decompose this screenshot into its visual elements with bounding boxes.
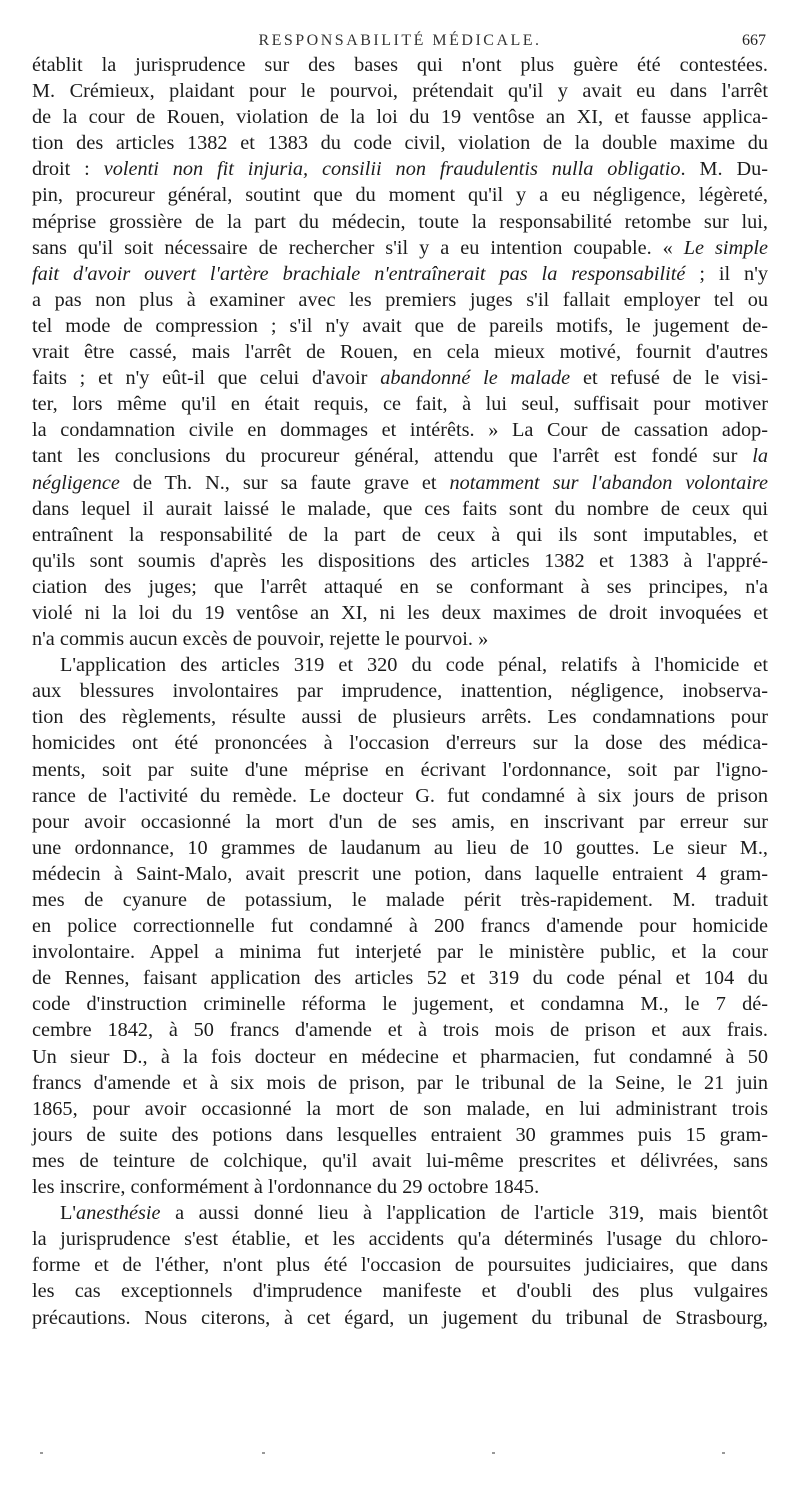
text-line: Un sieur D., à la fois docteur en médecine et pharmacien, fut condamné à 50: [32, 1045, 768, 1068]
running-head: [32, 0, 768, 52]
text-line: cembre 1842, à 50 francs d'amende et à trois mois de prison et aux frais.: [32, 1019, 768, 1042]
text-line: ter, lors même qu'il en était requis, ce fait, à lui seul, suffisait pour motiver: [32, 393, 768, 416]
text-line: médecin à Saint-Malo, avait prescrit une potion, dans laquelle entraient 4 gram-: [32, 862, 768, 885]
text-line: établit la jurisprudence sur des bases qui n'ont plus guère été contestées.: [32, 54, 768, 76]
text-line: 1865, pour avoir occasionné la mort de son malade, en lui administrant trois: [32, 1097, 768, 1120]
text-line: de Rennes, faisant application des articles 52 et 319 du code pénal et 104 du: [32, 967, 768, 990]
page-number: 667: [742, 32, 766, 49]
footer-dot: [722, 1452, 725, 1454]
text-line: fait d'avoir ouvert l'artère brachiale n'entraînerait pas la responsabilité ; il n'y: [32, 262, 768, 285]
text-line: faits ; et n'y eût-il que celui d'avoir abandonné le malade et refusé de le visi-: [32, 367, 769, 390]
text-line: tant les conclusions du procureur général, attendu que l'arrêt est fondé sur la: [32, 445, 768, 468]
text-line: droit : volenti non fit injuria, consilii non fraudulentis nulla obligatio. M. Du-: [32, 158, 768, 181]
text-line: L'application des articles 319 et 320 du code pénal, relatifs à l'homicide et: [60, 654, 768, 677]
text-line: pour avoir occasionné la mort d'un de ses amis, en inscrivant par erreur sur: [32, 810, 768, 833]
body-text: [32, 52, 768, 1331]
text-line: la jurisprudence s'est établie, et les accidents qu'a déterminés l'usage du chloro-: [32, 1228, 768, 1251]
text-line: ciation des juges; que l'arrêt attaqué en se conformant à ses principes, n'a: [32, 575, 768, 598]
text-line: mes de teinture de colchique, qu'il avait lui-même prescrites et délivrées, sans: [32, 1149, 768, 1172]
footer-dot: [262, 1452, 265, 1454]
text-line: francs d'amende et à six mois de prison, par le tribunal de la Seine, le 21 juin: [32, 1071, 768, 1094]
text-line: a pas non plus à examiner avec les premiers juges s'il fallait employer tel ou: [32, 288, 768, 311]
text-line: tion des règlements, résulte aussi de plusieurs arrêts. Les condamnations pour: [32, 706, 768, 729]
text-line: n'a commis aucun excès de pouvoir, rejette le pourvoi. »: [32, 628, 489, 651]
text-line: L'anesthésie a aussi donné lieu à l'application de l'article 319, mais bientôt: [60, 1202, 768, 1225]
text-line: tel mode de compression ; s'il n'y avait que de pareils motifs, le jugement de-: [32, 314, 768, 337]
text-line: mes de cyanure de potassium, le malade périt très-rapidement. M. traduit: [32, 889, 768, 911]
text-line: en police correctionnelle fut condamné à 200 francs d'amende pour homicide: [32, 915, 768, 938]
text-line: les inscrire, conformément à l'ordonnance du 29 octobre 1845.: [32, 1176, 540, 1199]
text-line: aux blessures involontaires par imprudence, inattention, négligence, inobserva-: [32, 680, 768, 703]
text-line: la condamnation civile en dommages et intérêts. » La Cour de cassation adop-: [32, 419, 768, 442]
footer-dot: [492, 1452, 495, 1454]
text-line: pin, procureur général, soutint que du moment qu'il y a eu négligence, légèreté,: [32, 184, 768, 207]
text-line: de la cour de Rouen, violation de la loi du 19 ventôse an XI, et fausse applica-: [32, 106, 768, 129]
text-line: ments, soit par suite d'une méprise en écrivant l'ordonnance, soit par l'igno-: [32, 758, 768, 781]
running-title: RESPONSABILITÉ MÉDICALE.: [258, 32, 542, 49]
book-page: [32, 0, 768, 1331]
text-line: qu'ils sont soumis d'après les dispositions des articles 1382 et 1383 à l'appré-: [32, 549, 768, 572]
text-line: jours de suite des potions dans lesquelles entraient 30 grammes puis 15 gram-: [32, 1123, 768, 1146]
text-line: rance de l'activité du remède. Le docteur G. fut condamné à six jours de prison: [32, 784, 768, 807]
text-line: forme et de l'éther, n'ont plus été l'occasion de poursuites judiciaires, que dans: [32, 1254, 768, 1277]
text-line: entraînent la responsabilité de la part de ceux à qui ils sont imputables, et: [32, 523, 768, 546]
text-line: tion des articles 1382 et 1383 du code civil, violation de la double maxime du: [32, 132, 768, 155]
text-line: vrait être cassé, mais l'arrêt de Rouen, en cela mieux motivé, fournit d'autres: [32, 341, 768, 364]
footer-dot: [40, 1452, 43, 1454]
text-line: négligence de Th. N., sur sa faute grave et notamment sur l'abandon volontaire: [32, 471, 768, 494]
text-line: précautions. Nous citerons, à cet égard, un jugement du tribunal de Strasbourg,: [32, 1306, 768, 1329]
text-line: dans lequel il aurait laissé le malade, que ces faits sont du nombre de ceux qui: [32, 497, 768, 520]
text-line: homicides ont été prononcées à l'occasion d'erreurs sur la dose des médica-: [32, 732, 768, 755]
text-line: une ordonnance, 10 grammes de laudanum au lieu de 10 gouttes. Le sieur M.,: [32, 836, 768, 859]
text-line: M. Crémieux, plaidant pour le pourvoi, prétendait qu'il y avait eu dans l'arrêt: [32, 80, 768, 103]
text-line: méprise grossière de la part du médecin, toute la responsabilité retombe sur lui,: [32, 210, 768, 233]
text-line: code d'instruction criminelle réforma le jugement, et condamna M., le 7 dé-: [32, 993, 768, 1016]
footer-rule: [32, 1452, 768, 1453]
text-line: involontaire. Appel a minima fut interjeté par le ministère public, et la cour: [32, 941, 768, 964]
text-line: sans qu'il soit nécessaire de rechercher s'il y a eu intention coupable. « Le simple: [32, 236, 768, 259]
text-line: violé ni la loi du 19 ventôse an XI, ni les deux maximes de droit invoquées et: [32, 601, 768, 624]
text-line: les cas exceptionnels d'imprudence manifeste et d'oubli des plus vulgaires: [32, 1280, 768, 1303]
